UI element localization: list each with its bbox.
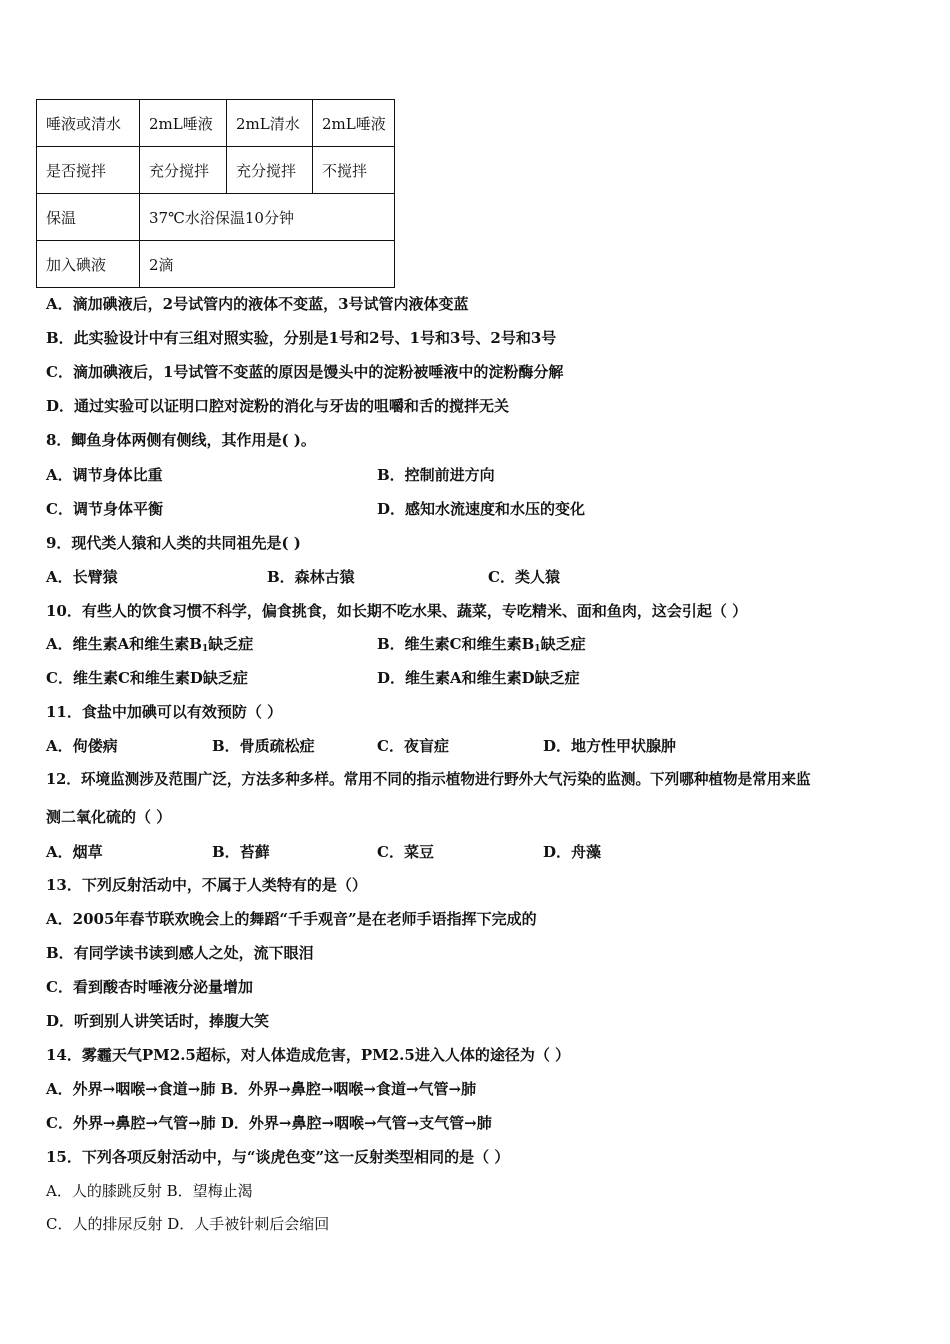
q8-option-c: C．调节身体平衡 xyxy=(46,500,163,518)
table-row xyxy=(37,194,395,241)
q9-option-a: A．长臂猿 xyxy=(46,568,118,586)
q13-option-b: B．有同学读书读到感人之处，流下眼泪 xyxy=(46,944,314,962)
option-text: 缺乏症 xyxy=(208,635,254,653)
table-cell: 2mL唾液 xyxy=(313,100,395,147)
q12-option-c: C．菜豆 xyxy=(377,843,434,861)
q12-option-d: D．舟藻 xyxy=(543,843,602,861)
table-row xyxy=(37,241,395,288)
q7-option-b: B．此实验设计中有三组对照实验，分别是1号和2号、1号和3号、2号和3号 xyxy=(46,329,557,347)
table-cell: 2mL唾液 xyxy=(140,100,227,147)
option-text: 缺乏症 xyxy=(540,635,586,653)
table-cell: 唾液或清水 xyxy=(37,100,140,147)
q9-stem: 9．现代类人猿和人类的共同祖先是( ) xyxy=(46,534,301,552)
subscript: 1 xyxy=(534,644,541,654)
table-cell: 加入碘液 xyxy=(37,241,140,288)
q14-options-line2: C．外界→鼻腔→气管→肺 D．外界→鼻腔→咽喉→气管→支气管→肺 xyxy=(46,1114,492,1132)
table-row xyxy=(37,147,395,194)
q14-stem: 14．雾霾天气PM2.5超标，对人体造成危害，PM2.5进入人体的途径为（ ） xyxy=(46,1046,571,1064)
table-cell: 2滴 xyxy=(140,241,395,288)
q10-option-d: D．维生素A和维生素D缺乏症 xyxy=(377,669,580,687)
q12-option-b: B．苔藓 xyxy=(212,843,270,861)
q12-option-a: A．烟草 xyxy=(46,843,103,861)
q13-option-a: A．2005年春节联欢晚会上的舞蹈“千手观音”是在老师手语指挥下完成的 xyxy=(46,910,537,928)
q11-option-d: D．地方性甲状腺肿 xyxy=(543,737,677,755)
q7-option-d: D．通过实验可以证明口腔对淀粉的消化与牙齿的咀嚼和舌的搅拌无关 xyxy=(46,397,510,415)
q9-option-b: B．森林古猿 xyxy=(267,568,355,586)
subscript: 1 xyxy=(201,644,209,654)
option-text: A．维生素A和维生素B xyxy=(46,635,202,653)
q15-options-line2: C．人的排尿反射 D．人手被针刺后会缩回 xyxy=(46,1215,330,1233)
q10-option-c: C．维生素C和维生素D缺乏症 xyxy=(46,669,248,687)
q8-option-a: A．调节身体比重 xyxy=(46,466,163,484)
q13-stem: 13．下列反射活动中，不属于人类特有的是（） xyxy=(46,876,367,894)
q14-options-line1: A．外界→咽喉→食道→肺 B．外界→鼻腔→咽喉→食道→气管→肺 xyxy=(46,1080,477,1098)
q8-option-b: B．控制前进方向 xyxy=(377,466,495,484)
q8-stem: 8．鲫鱼身体两侧有侧线，其作用是( )。 xyxy=(46,431,316,449)
q12-stem-line2: 测二氧化硫的（ ） xyxy=(46,808,172,826)
q9-option-c: C．类人猿 xyxy=(488,568,560,586)
q7-option-a: A．滴加碘液后，2号试管内的液体不变蓝，3号试管内液体变蓝 xyxy=(46,295,469,313)
q11-option-a: A．佝偻病 xyxy=(46,737,118,755)
q11-option-c: C．夜盲症 xyxy=(377,737,449,755)
table-cell: 是否搅拌 xyxy=(37,147,140,194)
q13-option-c: C．看到酸杏时唾液分泌量增加 xyxy=(46,978,253,996)
option-text: B．维生素C和维生素B xyxy=(377,635,535,653)
q15-options-line1: A．人的膝跳反射 B．望梅止渴 xyxy=(46,1182,253,1200)
experiment-table xyxy=(36,99,395,288)
q12-stem-line1: 12．环境监测涉及范围广泛，方法多种多样。常用不同的指示植物进行野外大气污染的监测。下列哪种植物是常用来监 xyxy=(46,771,811,788)
table-row xyxy=(37,100,395,147)
q11-option-b: B．骨质疏松症 xyxy=(212,737,315,755)
table-cell: 充分搅拌 xyxy=(140,147,227,194)
q7-option-c: C．滴加碘液后，1号试管不变蓝的原因是馒头中的淀粉被唾液中的淀粉酶分解 xyxy=(46,363,564,381)
table-cell: 保温 xyxy=(37,194,140,241)
table-cell: 2mL清水 xyxy=(227,100,313,147)
q13-option-d: D．听到别人讲笑话时，捧腹大笑 xyxy=(46,1012,270,1030)
table-cell: 充分搅拌 xyxy=(227,147,313,194)
table-cell: 不搅拌 xyxy=(313,147,395,194)
q15-stem: 15．下列各项反射活动中，与“谈虎色变”这一反射类型相同的是（ ） xyxy=(46,1148,510,1166)
q10-option-b xyxy=(377,634,586,659)
q10-option-a xyxy=(46,634,253,659)
q8-option-d: D．感知水流速度和水压的变化 xyxy=(377,500,586,518)
q11-stem: 11．食盐中加碘可以有效预防（ ） xyxy=(46,703,283,721)
q10-stem: 10．有些人的饮食习惯不科学，偏食挑食，如长期不吃水果、蔬菜，专吃精米、面和鱼肉，这会引起（ ） xyxy=(46,602,748,620)
table-cell: 37℃水浴保温10分钟 xyxy=(140,194,395,241)
